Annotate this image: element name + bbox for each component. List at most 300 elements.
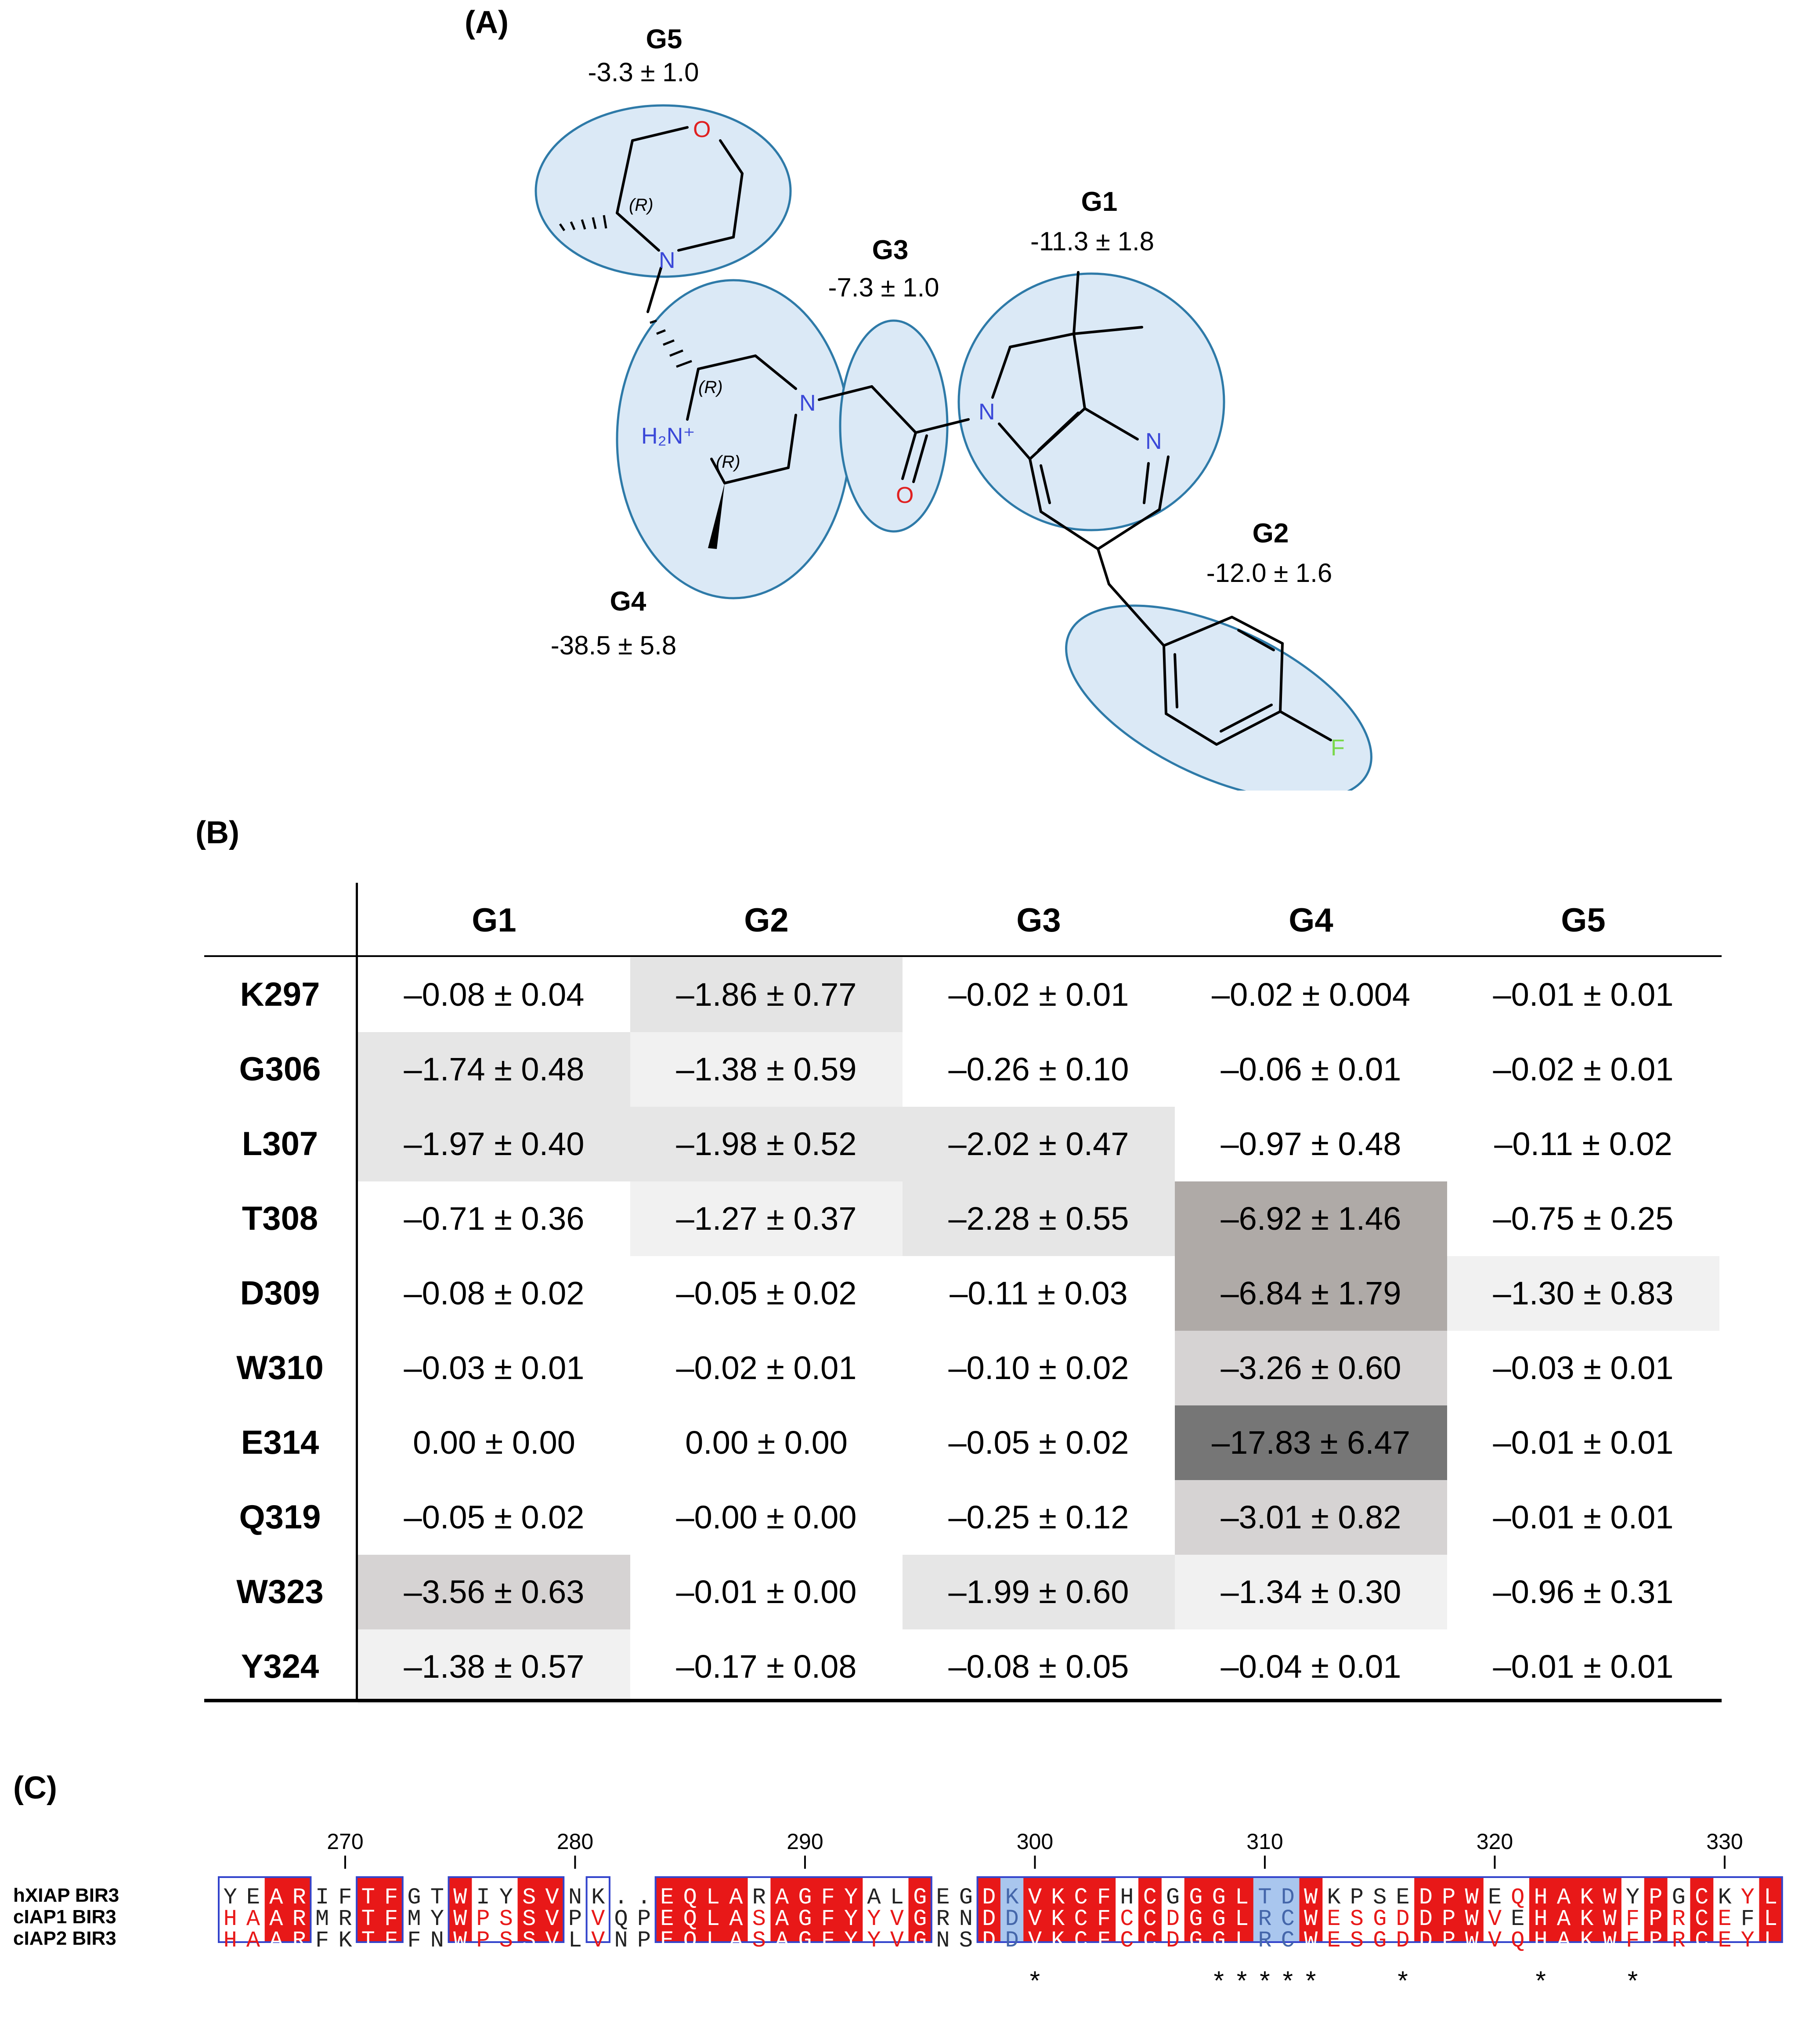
residue-letter: C: [1694, 1928, 1709, 1954]
residue-letter: P: [1649, 1906, 1663, 1932]
residue-letter: R: [1258, 1906, 1272, 1932]
residue-letter: D: [1281, 1885, 1295, 1910]
residue-letter: C: [1281, 1928, 1295, 1954]
residue-letter: L: [1235, 1928, 1249, 1954]
residue-letter: A: [867, 1885, 881, 1910]
table-cell: –0.08 ± 0.05: [948, 1648, 1129, 1685]
residue-letter: Y: [867, 1906, 881, 1932]
table-cell: –0.75 ± 0.25: [1493, 1200, 1674, 1237]
residue-letter: E: [1718, 1928, 1732, 1954]
residue-letter: A: [246, 1906, 260, 1932]
group-g3-energy: -7.3 ± 1.0: [828, 273, 939, 302]
residue-letter: R: [1672, 1906, 1686, 1932]
atom-n-morpholine: N: [659, 248, 675, 273]
table-cell: 0.00 ± 0.00: [413, 1424, 575, 1461]
residue-letter: G: [1166, 1885, 1180, 1910]
residue-letter: A: [729, 1928, 743, 1954]
residue-letter: W: [1603, 1906, 1617, 1932]
residue-letter: A: [775, 1906, 789, 1932]
residue-letter: L: [1764, 1906, 1778, 1932]
residue-letter: V: [1488, 1906, 1502, 1932]
residue-letter: S: [959, 1928, 973, 1954]
molecule-diagram: [0, 0, 1820, 791]
table-cell: –0.03 ± 0.01: [404, 1350, 585, 1386]
tick-label: 300: [1016, 1829, 1054, 1854]
residue-letter: G: [1189, 1928, 1203, 1954]
residue-letter: K: [338, 1928, 352, 1954]
residue-letter: K: [1051, 1928, 1065, 1954]
table-cell: –0.05 ± 0.02: [676, 1275, 857, 1311]
residue-letter: L: [706, 1928, 720, 1954]
table-cell: –0.01 ± 0.01: [1493, 1499, 1674, 1535]
conserved-star: *: [1305, 1966, 1316, 1995]
residue-letter: W: [453, 1885, 467, 1910]
residue-letter: P: [1649, 1928, 1663, 1954]
residue-letter: V: [591, 1906, 605, 1932]
conserved-star: *: [1282, 1966, 1293, 1995]
group-g5-label: G5: [646, 24, 682, 54]
residue-letter: H: [223, 1906, 237, 1932]
conserved-star: *: [1535, 1966, 1546, 1995]
residue-letter: P: [637, 1906, 651, 1932]
group-g3-label: G3: [872, 235, 909, 265]
group-g1-label: G1: [1081, 187, 1118, 217]
residue-letter: C: [1143, 1885, 1157, 1910]
residue-letter: G: [1373, 1928, 1387, 1954]
residue-letter: S: [752, 1928, 766, 1954]
residue-letter: S: [522, 1928, 536, 1954]
residue-letter: L: [1235, 1885, 1249, 1910]
table-cell: –0.08 ± 0.02: [404, 1275, 585, 1311]
residue-letter: G: [1672, 1885, 1686, 1910]
residue-letter: D: [1005, 1906, 1019, 1932]
residue-letter: F: [1097, 1885, 1111, 1910]
residue-letter: Y: [1625, 1885, 1640, 1910]
residue-letter: F: [821, 1928, 835, 1954]
residue-letter: K: [1051, 1885, 1065, 1910]
table-cell: –0.03 ± 0.01: [1493, 1350, 1674, 1386]
column-header-g4: G4: [1289, 902, 1333, 939]
residue-letter: V: [1028, 1928, 1042, 1954]
residue-letter: R: [292, 1928, 306, 1954]
stereo-label-pip-bottom: (R): [716, 452, 740, 472]
residue-letter: K: [1005, 1885, 1019, 1910]
table-cell: –3.56 ± 0.63: [358, 1555, 630, 1629]
residue-letter: W: [453, 1928, 467, 1954]
residue-letter: E: [660, 1885, 674, 1910]
table-cell: –1.38 ± 0.57: [358, 1629, 630, 1704]
column-header-g2: G2: [744, 902, 789, 939]
residue-letter: G: [1212, 1906, 1226, 1932]
table-cell: –6.92 ± 1.46: [1175, 1181, 1447, 1256]
residue-letter: S: [522, 1885, 536, 1910]
residue-letter: Q: [683, 1885, 697, 1910]
tick-label: 310: [1246, 1829, 1283, 1854]
residue-letter: Q: [1511, 1928, 1525, 1954]
table-cell: –1.30 ± 0.83: [1447, 1256, 1719, 1331]
residue-letter: S: [1373, 1885, 1387, 1910]
residue-letter: F: [338, 1885, 352, 1910]
residue-letter: H: [223, 1928, 237, 1954]
residue-letter: D: [1419, 1928, 1433, 1954]
residue-letter: C: [1281, 1906, 1295, 1932]
residue-letter: D: [1396, 1906, 1410, 1932]
table-cell: –0.06 ± 0.01: [1221, 1051, 1401, 1087]
row-header-t308: T308: [242, 1200, 318, 1237]
residue-letter: V: [890, 1906, 904, 1932]
table-cell: –0.05 ± 0.02: [404, 1499, 585, 1535]
table-cell: –1.27 ± 0.37: [630, 1181, 903, 1256]
row-header-l307: L307: [242, 1125, 318, 1163]
residue-letter: Q: [1511, 1885, 1525, 1910]
residue-letter: V: [1488, 1928, 1502, 1954]
residue-letter: V: [1028, 1906, 1042, 1932]
table-cell: –0.04 ± 0.01: [1221, 1648, 1401, 1685]
residue-letter: C: [1143, 1906, 1157, 1932]
row-header-k297: K297: [240, 976, 320, 1013]
residue-letter: I: [476, 1885, 490, 1910]
residue-letter: W: [1304, 1906, 1318, 1932]
residue-letter: M: [315, 1906, 329, 1932]
group-g2-ellipse: [1038, 565, 1399, 791]
residue-letter: H: [1534, 1906, 1548, 1932]
residue-letter: Y: [867, 1928, 881, 1954]
residue-letter: W: [1603, 1885, 1617, 1910]
residue-letter: .: [637, 1885, 651, 1910]
residue-letter: N: [430, 1928, 444, 1954]
group-g3-ellipse: [840, 321, 947, 531]
residue-letter: V: [591, 1928, 605, 1954]
residue-letter: H: [1534, 1928, 1548, 1954]
row-header-w323: W323: [236, 1573, 324, 1611]
table-cell: –3.26 ± 0.60: [1175, 1331, 1447, 1405]
conserved-star: *: [1213, 1966, 1224, 1995]
table-cell: –17.83 ± 6.47: [1175, 1405, 1447, 1480]
residue-letter: R: [1672, 1928, 1686, 1954]
conserved-star: *: [1029, 1966, 1040, 1995]
table-cell: –0.08 ± 0.04: [404, 976, 585, 1013]
residue-letter: F: [1741, 1906, 1755, 1932]
table-cell: –6.84 ± 1.79: [1175, 1256, 1447, 1331]
residue-letter: C: [1120, 1928, 1134, 1954]
residue-letter: A: [1556, 1928, 1571, 1954]
atom-n-piperazine: N: [799, 390, 816, 416]
residue-letter: N: [568, 1885, 582, 1910]
residue-letter: .: [614, 1885, 628, 1910]
residue-letter: P: [476, 1928, 490, 1954]
residue-letter: P: [1442, 1928, 1456, 1954]
residue-letter: P: [1442, 1885, 1456, 1910]
group-g4-energy: -38.5 ± 5.8: [550, 631, 677, 660]
table-cell: –0.26 ± 0.10: [948, 1051, 1129, 1087]
residue-letter: P: [476, 1906, 490, 1932]
residue-letter: G: [1189, 1885, 1203, 1910]
table-cell: –0.10 ± 0.02: [948, 1350, 1129, 1386]
table-cell: –1.74 ± 0.48: [358, 1032, 630, 1107]
table-cell: –2.28 ± 0.55: [903, 1181, 1175, 1256]
conserved-star: *: [1398, 1966, 1408, 1995]
residue-letter: D: [1396, 1928, 1410, 1954]
table-cell: –0.01 ± 0.01: [1493, 976, 1674, 1013]
table-cell: –2.02 ± 0.47: [903, 1107, 1175, 1181]
residue-letter: H: [1120, 1885, 1134, 1910]
residue-letter: V: [890, 1928, 904, 1954]
residue-letter: W: [1603, 1928, 1617, 1954]
residue-letter: K: [1580, 1885, 1594, 1910]
row-header-y324: Y324: [241, 1648, 319, 1685]
table-cell: –1.97 ± 0.40: [358, 1107, 630, 1181]
sequence-name: cIAP2 BIR3: [13, 1928, 116, 1949]
sequence-name: hXIAP BIR3: [13, 1885, 119, 1906]
residue-letter: W: [1465, 1885, 1479, 1910]
atom-o-carbonyl: O: [896, 483, 914, 508]
atom-n-indoline: N: [979, 399, 995, 425]
residue-letter: P: [1442, 1906, 1456, 1932]
row-header-g306: G306: [239, 1051, 321, 1088]
residue-letter: Y: [499, 1885, 513, 1910]
residue-letter: K: [1580, 1906, 1594, 1932]
residue-letter: E: [936, 1885, 950, 1910]
residue-letter: F: [1097, 1928, 1111, 1954]
table-bottom-rule: [204, 1699, 1722, 1702]
table-cell: –0.17 ± 0.08: [676, 1648, 857, 1685]
residue-letter: C: [1120, 1906, 1134, 1932]
residue-letter: L: [706, 1906, 720, 1932]
table-cell: –1.86 ± 0.77: [630, 957, 903, 1032]
residue-letter: S: [752, 1906, 766, 1932]
residue-letter: F: [1625, 1906, 1640, 1932]
table-cell: –0.11 ± 0.02: [1494, 1126, 1672, 1162]
residue-letter: C: [1074, 1885, 1088, 1910]
residue-letter: S: [1350, 1928, 1364, 1954]
residue-letter: R: [936, 1906, 950, 1932]
group-g2-energy: -12.0 ± 1.6: [1206, 558, 1332, 588]
residue-letter: T: [361, 1928, 375, 1954]
residue-letter: F: [1097, 1906, 1111, 1932]
residue-letter: V: [545, 1906, 559, 1932]
residue-letter: D: [1166, 1928, 1180, 1954]
table-cell: –0.02 ± 0.01: [676, 1350, 857, 1386]
residue-letter: A: [729, 1885, 743, 1910]
atom-o-morpholine: O: [693, 117, 711, 142]
residue-letter: G: [1373, 1906, 1387, 1932]
residue-letter: W: [1304, 1928, 1318, 1954]
group-g4-label: G4: [610, 586, 646, 617]
table-cell: –1.38 ± 0.59: [630, 1032, 903, 1107]
table-cell: –0.96 ± 0.31: [1493, 1574, 1674, 1610]
stereo-label-morpholine: (R): [629, 195, 654, 215]
residue-letter: S: [499, 1906, 513, 1932]
atom-nh2-plus: H₂N⁺: [641, 423, 695, 449]
residue-letter: A: [269, 1885, 283, 1910]
residue-letter: F: [821, 1906, 835, 1932]
panel-c-label: (C): [13, 1770, 57, 1806]
residue-letter: L: [1764, 1928, 1778, 1954]
column-header-g1: G1: [472, 902, 516, 939]
residue-letter: Q: [683, 1906, 697, 1932]
conserved-star: *: [1260, 1966, 1270, 1995]
residue-letter: P: [568, 1906, 582, 1932]
residue-letter: N: [936, 1928, 950, 1954]
residue-letter: A: [775, 1885, 789, 1910]
tick-label: 270: [327, 1829, 364, 1854]
residue-letter: K: [1580, 1928, 1594, 1954]
residue-letter: T: [430, 1885, 444, 1910]
panel-a-structure: [0, 0, 1820, 791]
residue-letter: F: [315, 1928, 329, 1954]
residue-letter: I: [315, 1885, 329, 1910]
residue-letter: C: [1694, 1885, 1709, 1910]
row-header-q319: Q319: [239, 1499, 321, 1536]
sequence-name: cIAP1 BIR3: [13, 1906, 116, 1928]
residue-letter: E: [1511, 1906, 1525, 1932]
residue-letter: E: [660, 1906, 674, 1932]
residue-letter: G: [1212, 1885, 1226, 1910]
residue-letter: D: [1419, 1906, 1433, 1932]
residue-letter: A: [729, 1906, 743, 1932]
residue-letter: A: [1556, 1885, 1571, 1910]
table-vertical-rule: [356, 883, 358, 1702]
residue-letter: K: [591, 1885, 605, 1910]
residue-letter: E: [1396, 1885, 1410, 1910]
energy-decomposition-table: [204, 883, 1722, 1702]
residue-letter: F: [821, 1885, 835, 1910]
residue-letter: E: [1718, 1906, 1732, 1932]
residue-letter: L: [1235, 1906, 1249, 1932]
residue-letter: C: [1074, 1928, 1088, 1954]
residue-letter: P: [1350, 1885, 1364, 1910]
residue-letter: T: [361, 1906, 375, 1932]
table-cell: –0.01 ± 0.00: [676, 1574, 857, 1610]
residue-letter: G: [913, 1906, 927, 1932]
residue-letter: D: [1005, 1928, 1019, 1954]
residue-letter: P: [637, 1928, 651, 1954]
residue-letter: A: [246, 1928, 260, 1954]
alignment-figure: [0, 1766, 1820, 2026]
residue-letter: V: [1028, 1885, 1042, 1910]
table-cell: –0.71 ± 0.36: [404, 1200, 585, 1237]
table-cell: –0.00 ± 0.00: [676, 1499, 857, 1535]
residue-letter: A: [775, 1928, 789, 1954]
residue-letter: A: [1556, 1906, 1571, 1932]
residue-letter: Q: [683, 1928, 697, 1954]
residue-letter: L: [568, 1928, 582, 1954]
residue-letter: S: [1350, 1906, 1364, 1932]
residue-letter: Y: [1741, 1885, 1755, 1910]
residue-letter: Q: [614, 1906, 628, 1932]
residue-letter: L: [706, 1885, 720, 1910]
residue-letter: V: [545, 1928, 559, 1954]
group-g1-energy: -11.3 ± 1.8: [1030, 227, 1154, 256]
residue-letter: F: [384, 1928, 398, 1954]
table-cell: –0.01 ± 0.01: [1493, 1648, 1674, 1685]
residue-letter: S: [499, 1928, 513, 1954]
residue-letter: D: [982, 1906, 996, 1932]
residue-letter: C: [1143, 1928, 1157, 1954]
residue-letter: R: [1258, 1928, 1272, 1954]
residue-letter: P: [1649, 1885, 1663, 1910]
residue-letter: T: [361, 1885, 375, 1910]
residue-letter: D: [982, 1928, 996, 1954]
tick-label: 330: [1706, 1829, 1743, 1854]
conserved-star: *: [1236, 1966, 1247, 1995]
stereo-label-pip-top: (R): [698, 378, 723, 397]
residue-letter: G: [1212, 1928, 1226, 1954]
residue-letter: Y: [844, 1928, 858, 1954]
table-cell: –3.01 ± 0.82: [1175, 1480, 1447, 1555]
residue-letter: F: [384, 1906, 398, 1932]
group-g5-energy: -3.3 ± 1.0: [588, 58, 699, 87]
table-cell: 0.00 ± 0.00: [685, 1424, 848, 1461]
residue-letter: L: [1764, 1885, 1778, 1910]
atom-n-pyridine: N: [1145, 429, 1162, 454]
residue-letter: M: [407, 1906, 421, 1932]
residue-letter: T: [1258, 1885, 1272, 1910]
panel-a-label: (A): [465, 5, 509, 40]
residue-letter: E: [660, 1928, 674, 1954]
residue-letter: V: [545, 1885, 559, 1910]
residue-letter: W: [1465, 1928, 1479, 1954]
residue-letter: R: [752, 1885, 766, 1910]
residue-letter: E: [246, 1885, 260, 1910]
residue-letter: W: [453, 1906, 467, 1932]
residue-letter: Y: [1741, 1928, 1755, 1954]
table-cell: –0.02 ± 0.004: [1211, 976, 1411, 1013]
residue-letter: G: [798, 1885, 812, 1910]
conserved-star: *: [1627, 1966, 1638, 1995]
residue-letter: E: [1327, 1928, 1341, 1954]
group-g1-ellipse: [959, 274, 1224, 530]
residue-letter: A: [269, 1906, 283, 1932]
residue-letter: E: [1488, 1885, 1502, 1910]
table-cell: –1.34 ± 0.30: [1175, 1555, 1447, 1629]
residue-letter: G: [798, 1928, 812, 1954]
residue-letter: E: [1327, 1906, 1341, 1932]
table-cell: –0.05 ± 0.02: [948, 1424, 1129, 1461]
residue-letter: R: [338, 1906, 352, 1932]
residue-letter: K: [1327, 1885, 1341, 1910]
table-cell: –1.99 ± 0.60: [903, 1555, 1175, 1629]
table-header-rule: [204, 955, 1722, 957]
residue-letter: G: [913, 1885, 927, 1910]
tick-label: 290: [787, 1829, 823, 1854]
residue-letter: K: [1718, 1885, 1732, 1910]
table-cell: –0.01 ± 0.01: [1493, 1424, 1674, 1461]
table-cell: –0.02 ± 0.01: [1493, 1051, 1674, 1087]
table-cell: –0.97 ± 0.48: [1221, 1126, 1401, 1162]
panel-b-label: (B): [195, 815, 239, 850]
column-header-g3: G3: [1016, 902, 1061, 939]
group-g2-label: G2: [1252, 518, 1289, 549]
tick-label: 320: [1476, 1829, 1513, 1854]
residue-letter: Y: [430, 1906, 444, 1932]
residue-letter: N: [959, 1906, 973, 1932]
residue-letter: C: [1074, 1906, 1088, 1932]
row-header-e314: E314: [241, 1424, 319, 1461]
residue-letter: G: [798, 1906, 812, 1932]
residue-letter: D: [1166, 1906, 1180, 1932]
residue-letter: N: [614, 1928, 628, 1954]
row-header-w310: W310: [236, 1349, 324, 1387]
residue-letter: L: [890, 1885, 904, 1910]
residue-letter: Y: [223, 1885, 237, 1910]
residue-letter: S: [522, 1906, 536, 1932]
table-cell: –0.02 ± 0.01: [948, 976, 1129, 1013]
column-header-g5: G5: [1561, 902, 1606, 939]
residue-letter: Y: [844, 1906, 858, 1932]
table-cell: –0.11 ± 0.03: [950, 1275, 1128, 1311]
residue-letter: G: [913, 1928, 927, 1954]
